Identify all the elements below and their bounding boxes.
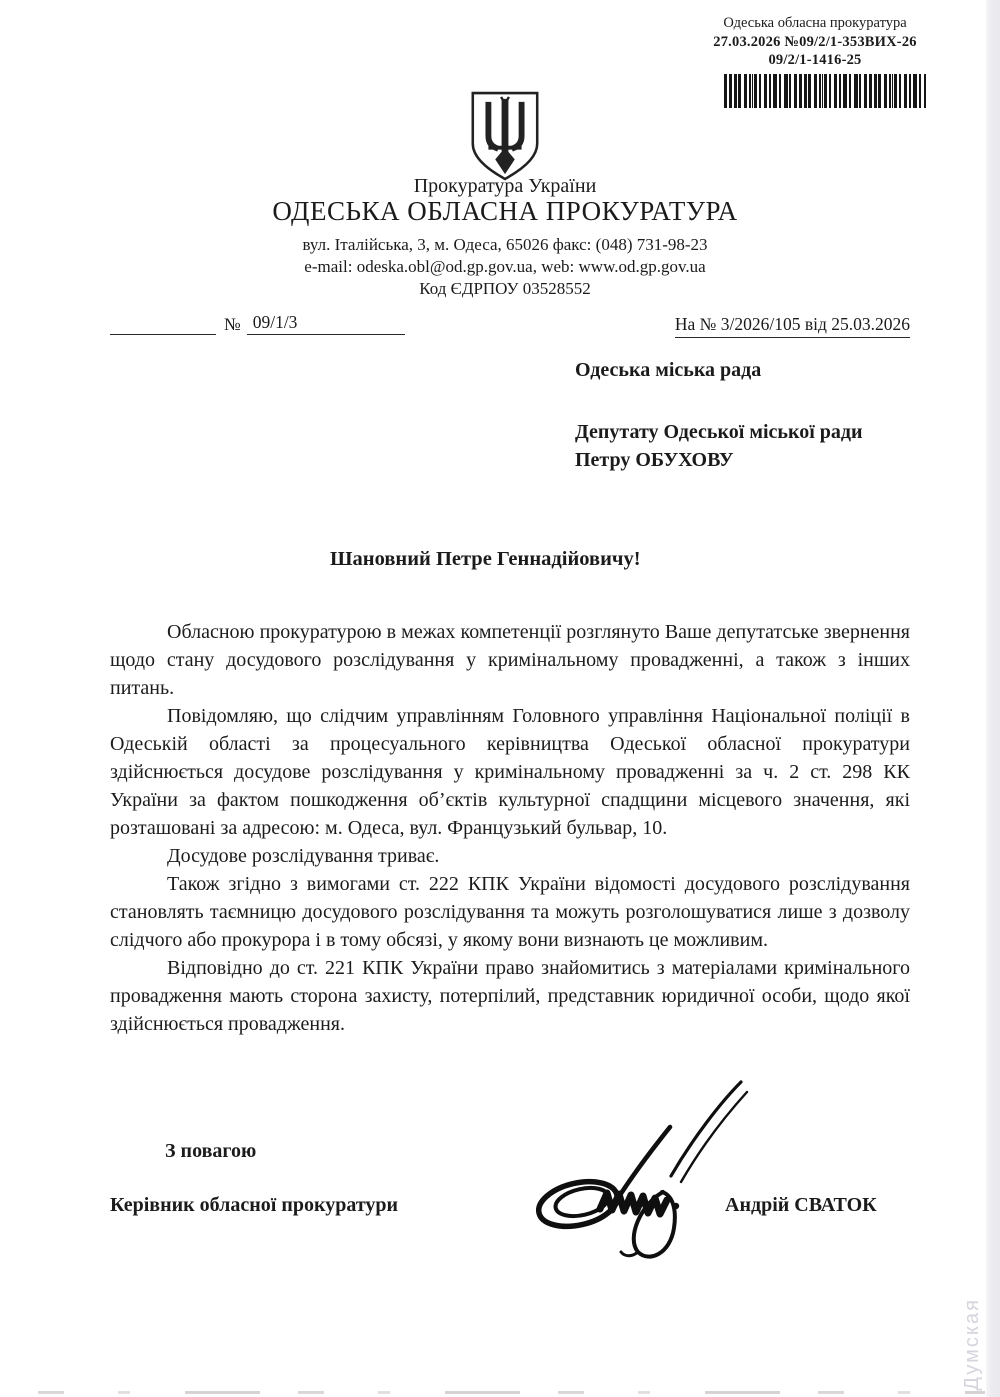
stamp-date-number: 27.03.2026 №09/2/1-353ВИХ-26 <box>713 33 917 50</box>
barcode-icon <box>724 74 926 108</box>
org-parent-name: Прокуратура України <box>413 175 597 197</box>
org-contacts: e-mail: odeska.obl@od.gp.gov.ua, web: www.od.gp.gov.ua <box>304 257 706 276</box>
date-blank-line <box>110 315 216 335</box>
ukraine-trident-emblem-icon <box>464 88 546 189</box>
org-edrpou-code: Код ЄДРПОУ 03528552 <box>419 279 591 298</box>
addressee-gap <box>575 384 863 418</box>
letter-body <box>110 618 910 1038</box>
addressee-block <box>575 356 863 474</box>
outgoing-number-value: 09/1/3 <box>247 312 405 335</box>
scan-artifacts <box>0 1391 985 1394</box>
signer-position: Керівник обласної прокуратури <box>110 1194 399 1216</box>
site-watermark: Думская <box>961 1298 983 1391</box>
signer-name: Андрій СВАТОК <box>725 1194 877 1216</box>
org-name: ОДЕСЬКА ОБЛАСНА ПРОКУРАТУРА <box>272 196 738 226</box>
body-paragraph: Повідомляю, що слідчим управлінням Головного управління Національної поліції в Одеській області за процесуального керівництва Одеської обласної прокуратури здійснюється досудове розслідування у кримінальному провадженні за ч. 2 ст. 298 КК України за фактом пошкодження об’єктів культурної спадщини місцевого значення, які розташовані за адресою: м. Одеса, вул. Французький бульвар, 10. <box>110 705 910 839</box>
incoming-reference: На № 3/2026/105 від 25.03.2026 <box>675 314 910 338</box>
stamp-office-name: Одеська обласна прокуратура <box>723 15 907 31</box>
addressee-organization: Одеська міська рада <box>575 359 762 381</box>
addressee-title: Депутату Одеської міської ради <box>575 421 863 443</box>
body-paragraph: Досудове розслідування триває. <box>167 845 440 867</box>
handwritten-signature <box>523 1076 751 1273</box>
valediction: З повагою <box>165 1140 257 1162</box>
outgoing-number-label: № <box>224 314 241 334</box>
org-address: вул. Італійська, 3, м. Одеса, 65026 факс: (048) 731-98-23 <box>302 235 708 254</box>
outgoing-reference <box>110 312 405 335</box>
body-paragraph: Також згідно з вимогами ст. 222 КПК України відомості досудового розслідування становлять таємницю досудового розслідування та можуть розголошуватися лише з дозволу слідчого або прокурора і в тому обсязі, у якому вони визнають це можливим. <box>110 873 910 951</box>
body-paragraph: Відповідно до ст. 221 КПК України право знайомитись з матеріалами кримінального провадження мають сторона захисту, потерпілий, представник юридичної особи, щодо якої здійснюється провадження. <box>110 957 910 1035</box>
stamp-secondary-number: 09/2/1-1416-25 <box>768 52 862 69</box>
salutation: Шановний Петре Геннадійовичу! <box>330 548 641 570</box>
body-paragraph: Обласною прокуратурою в межах компетенції розглянуто Ваше депутатське звернення щодо стану досудового розслідування у кримінальному провадженні, а також з інших питань. <box>110 621 910 699</box>
registration-stamp <box>700 14 930 70</box>
addressee-name: Петру ОБУХОВУ <box>575 449 734 471</box>
